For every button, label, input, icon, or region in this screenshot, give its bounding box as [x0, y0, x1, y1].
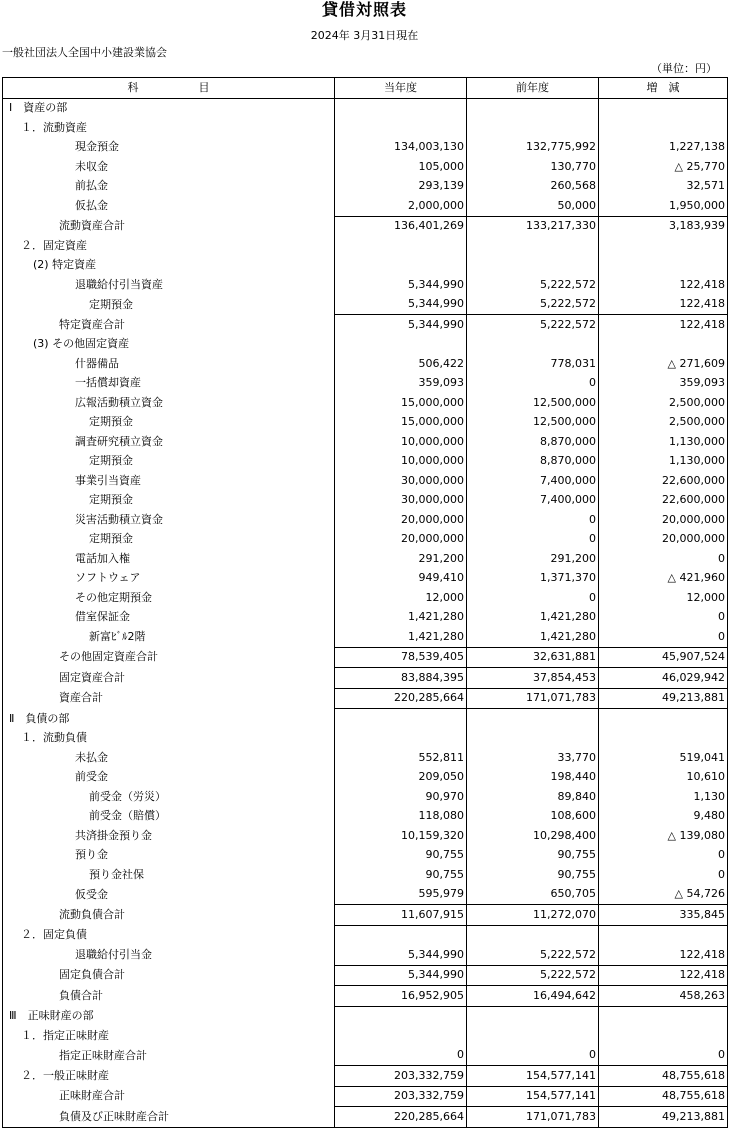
change-value	[599, 98, 728, 118]
current-year-value	[335, 335, 467, 355]
current-year-value	[335, 118, 467, 138]
header-change: 増 減	[599, 78, 728, 99]
change-value: 122,418	[599, 295, 728, 315]
row-label: 未払金	[3, 748, 335, 768]
previous-year-value: 260,568	[467, 177, 599, 197]
header-subject	[3, 78, 335, 99]
row-label: 共済掛金預り金	[3, 826, 335, 846]
row-label: 什器備品	[3, 354, 335, 374]
row-label: 未収金	[3, 157, 335, 177]
row-label: その他固定資産合計	[3, 647, 335, 668]
previous-year-value	[467, 709, 599, 729]
row-label: ソフトウェア	[3, 569, 335, 589]
balance-sheet-table	[2, 77, 728, 1128]
current-year-value	[335, 98, 467, 118]
row-label: 前受金（賠償）	[3, 807, 335, 827]
current-year-value: 83,884,395	[335, 668, 467, 689]
row-label: １．指定正味財産	[3, 1026, 335, 1046]
row-label: (2) 特定資産	[3, 256, 335, 276]
current-year-value: 11,607,915	[335, 905, 467, 926]
change-value: 48,755,618	[599, 1086, 728, 1107]
row-label: ２．固定資産	[3, 236, 335, 256]
previous-year-value: 8,870,000	[467, 452, 599, 472]
current-year-value	[335, 256, 467, 276]
row-label: 流動資産合計	[3, 216, 335, 236]
row-label: 負債及び正味財産合計	[3, 1107, 335, 1128]
previous-year-value	[467, 925, 599, 945]
change-value: 0	[599, 608, 728, 628]
row-label: 資産合計	[3, 688, 335, 709]
table-row	[3, 668, 728, 689]
current-year-value	[335, 709, 467, 729]
change-value: 122,418	[599, 945, 728, 965]
previous-year-value: 1,371,370	[467, 569, 599, 589]
change-value	[599, 335, 728, 355]
previous-year-value: 1,421,280	[467, 608, 599, 628]
change-value: △ 54,726	[599, 885, 728, 905]
table-row	[3, 452, 728, 472]
change-value: 519,041	[599, 748, 728, 768]
previous-year-value: 291,200	[467, 549, 599, 569]
change-value: 2,500,000	[599, 393, 728, 413]
change-value: 122,418	[599, 965, 728, 986]
table-row	[3, 826, 728, 846]
change-value: △ 139,080	[599, 826, 728, 846]
row-label: Ⅲ 正味財産の部	[3, 1006, 335, 1026]
previous-year-value	[467, 118, 599, 138]
previous-year-value	[467, 1026, 599, 1046]
change-value: 122,418	[599, 275, 728, 295]
current-year-value: 90,755	[335, 865, 467, 885]
table-row	[3, 768, 728, 788]
header-current-year: 当年度	[335, 78, 467, 99]
table-row	[3, 588, 728, 608]
table-header-row	[3, 78, 728, 99]
table-row	[3, 549, 728, 569]
current-year-value: 78,539,405	[335, 647, 467, 668]
row-label: 固定負債合計	[3, 965, 335, 986]
current-year-value: 595,979	[335, 885, 467, 905]
row-label: 指定正味財産合計	[3, 1046, 335, 1066]
current-year-value: 136,401,269	[335, 216, 467, 236]
previous-year-value: 8,870,000	[467, 432, 599, 452]
change-value: 0	[599, 846, 728, 866]
table-row	[3, 608, 728, 628]
change-value: 1,130,000	[599, 452, 728, 472]
change-value	[599, 256, 728, 276]
table-row	[3, 216, 728, 236]
table-row	[3, 118, 728, 138]
row-label: 流動負債合計	[3, 905, 335, 926]
change-value: △ 421,960	[599, 569, 728, 589]
previous-year-value: 5,222,572	[467, 315, 599, 335]
change-value: 0	[599, 627, 728, 647]
row-label: １．流動資産	[3, 118, 335, 138]
change-value	[599, 118, 728, 138]
current-year-value: 220,285,664	[335, 1107, 467, 1128]
current-year-value: 220,285,664	[335, 688, 467, 709]
previous-year-value	[467, 1006, 599, 1026]
current-year-value: 0	[335, 1046, 467, 1066]
current-year-value	[335, 1026, 467, 1046]
change-value: 49,213,881	[599, 1107, 728, 1128]
current-year-value: 552,811	[335, 748, 467, 768]
previous-year-value: 0	[467, 374, 599, 394]
current-year-value: 30,000,000	[335, 491, 467, 511]
change-value: 0	[599, 865, 728, 885]
table-row	[3, 491, 728, 511]
previous-year-value: 7,400,000	[467, 471, 599, 491]
table-row	[3, 986, 728, 1007]
current-year-value: 203,332,759	[335, 1066, 467, 1087]
table-row	[3, 925, 728, 945]
table-row	[3, 177, 728, 197]
table-row	[3, 787, 728, 807]
table-row	[3, 885, 728, 905]
change-value: 32,571	[599, 177, 728, 197]
row-label: 広報活動積立資金	[3, 393, 335, 413]
table-row	[3, 846, 728, 866]
previous-year-value: 1,421,280	[467, 627, 599, 647]
row-label: 調査研究積立資金	[3, 432, 335, 452]
current-year-value: 2,000,000	[335, 196, 467, 216]
change-value: 2,500,000	[599, 413, 728, 433]
previous-year-value	[467, 98, 599, 118]
row-label: 新富ﾋﾞﾙ2階	[3, 627, 335, 647]
change-value: 359,093	[599, 374, 728, 394]
previous-year-value: 90,755	[467, 865, 599, 885]
change-value: 22,600,000	[599, 471, 728, 491]
previous-year-value: 5,222,572	[467, 275, 599, 295]
current-year-value: 1,421,280	[335, 608, 467, 628]
row-label: 退職給付引当金	[3, 945, 335, 965]
current-year-value: 118,080	[335, 807, 467, 827]
table-row	[3, 965, 728, 986]
table-row	[3, 1066, 728, 1087]
previous-year-value: 5,222,572	[467, 295, 599, 315]
change-value: 1,130,000	[599, 432, 728, 452]
previous-year-value: 50,000	[467, 196, 599, 216]
current-year-value: 16,952,905	[335, 986, 467, 1007]
current-year-value: 209,050	[335, 768, 467, 788]
change-value	[599, 709, 728, 729]
change-value	[599, 236, 728, 256]
current-year-value: 293,139	[335, 177, 467, 197]
table-row	[3, 1086, 728, 1107]
current-year-value: 134,003,130	[335, 138, 467, 158]
row-label: 前払金	[3, 177, 335, 197]
previous-year-value: 7,400,000	[467, 491, 599, 511]
table-row	[3, 432, 728, 452]
row-label: 前受金（労災）	[3, 787, 335, 807]
previous-year-value: 154,577,141	[467, 1066, 599, 1087]
table-row	[3, 1046, 728, 1066]
table-row	[3, 471, 728, 491]
previous-year-value: 0	[467, 530, 599, 550]
row-label: 正味財産合計	[3, 1086, 335, 1107]
previous-year-value: 16,494,642	[467, 986, 599, 1007]
row-label: ２．一般正味財産	[3, 1066, 335, 1087]
previous-year-value: 5,222,572	[467, 945, 599, 965]
current-year-value: 949,410	[335, 569, 467, 589]
table-row	[3, 905, 728, 926]
row-label: 現金預金	[3, 138, 335, 158]
row-label: 退職給付引当資産	[3, 275, 335, 295]
table-row	[3, 138, 728, 158]
row-label: 定期預金	[3, 295, 335, 315]
current-year-value: 10,159,320	[335, 826, 467, 846]
table-row	[3, 647, 728, 668]
previous-year-value: 11,272,070	[467, 905, 599, 926]
previous-year-value: 171,071,783	[467, 1107, 599, 1128]
change-value: 20,000,000	[599, 530, 728, 550]
change-value: △ 25,770	[599, 157, 728, 177]
row-label: 負債合計	[3, 986, 335, 1007]
change-value: 45,907,524	[599, 647, 728, 668]
header-previous-year: 前年度	[467, 78, 599, 99]
current-year-value: 105,000	[335, 157, 467, 177]
previous-year-value: 90,755	[467, 846, 599, 866]
change-value: 335,845	[599, 905, 728, 926]
previous-year-value: 171,071,783	[467, 688, 599, 709]
previous-year-value: 10,298,400	[467, 826, 599, 846]
row-label: 預り金社保	[3, 865, 335, 885]
report-date: 2024年 3月31日現在	[310, 29, 419, 42]
previous-year-value: 89,840	[467, 787, 599, 807]
change-value	[599, 729, 728, 749]
change-value: △ 271,609	[599, 354, 728, 374]
change-value: 12,000	[599, 588, 728, 608]
row-label: 定期預金	[3, 491, 335, 511]
table-row	[3, 236, 728, 256]
header-subject-2: 目	[198, 80, 210, 94]
change-value	[599, 925, 728, 945]
row-label: 電話加入権	[3, 549, 335, 569]
previous-year-value	[467, 335, 599, 355]
previous-year-value	[467, 236, 599, 256]
current-year-value: 5,344,990	[335, 315, 467, 335]
current-year-value: 15,000,000	[335, 413, 467, 433]
previous-year-value: 12,500,000	[467, 393, 599, 413]
previous-year-value: 198,440	[467, 768, 599, 788]
previous-year-value: 0	[467, 1046, 599, 1066]
previous-year-value: 130,770	[467, 157, 599, 177]
change-value: 1,130	[599, 787, 728, 807]
table-row	[3, 748, 728, 768]
current-year-value: 10,000,000	[335, 432, 467, 452]
current-year-value: 5,344,990	[335, 945, 467, 965]
table-row	[3, 295, 728, 315]
table-row	[3, 569, 728, 589]
row-label: Ⅱ 負債の部	[3, 709, 335, 729]
change-value: 46,029,942	[599, 668, 728, 689]
row-label: 仮受金	[3, 885, 335, 905]
current-year-value: 30,000,000	[335, 471, 467, 491]
row-label: 預り金	[3, 846, 335, 866]
previous-year-value	[467, 729, 599, 749]
current-year-value: 20,000,000	[335, 510, 467, 530]
change-value: 3,183,939	[599, 216, 728, 236]
current-year-value: 20,000,000	[335, 530, 467, 550]
row-label: 一括償却資産	[3, 374, 335, 394]
current-year-value: 15,000,000	[335, 393, 467, 413]
current-year-value: 203,332,759	[335, 1086, 467, 1107]
table-row	[3, 256, 728, 276]
table-body	[3, 98, 728, 1127]
document-title: 貸借対照表	[321, 0, 407, 19]
previous-year-value: 778,031	[467, 354, 599, 374]
current-year-value: 291,200	[335, 549, 467, 569]
change-value	[599, 1026, 728, 1046]
row-label: 特定資産合計	[3, 315, 335, 335]
table-row	[3, 98, 728, 118]
previous-year-value: 132,775,992	[467, 138, 599, 158]
table-row	[3, 196, 728, 216]
row-label: 前受金	[3, 768, 335, 788]
previous-year-value: 650,705	[467, 885, 599, 905]
row-label: 借室保証金	[3, 608, 335, 628]
previous-year-value	[467, 256, 599, 276]
row-label: ２．固定負債	[3, 925, 335, 945]
table-row	[3, 627, 728, 647]
current-year-value	[335, 729, 467, 749]
table-row	[3, 157, 728, 177]
table-row	[3, 315, 728, 335]
row-label: 事業引当資産	[3, 471, 335, 491]
row-label: 定期預金	[3, 530, 335, 550]
table-row	[3, 374, 728, 394]
current-year-value: 90,755	[335, 846, 467, 866]
table-row	[3, 1107, 728, 1128]
unit-label: （単位：円）	[651, 62, 717, 75]
previous-year-value: 5,222,572	[467, 965, 599, 986]
table-row	[3, 335, 728, 355]
current-year-value: 506,422	[335, 354, 467, 374]
current-year-value: 5,344,990	[335, 965, 467, 986]
current-year-value	[335, 1006, 467, 1026]
table-row	[3, 275, 728, 295]
change-value: 20,000,000	[599, 510, 728, 530]
current-year-value: 359,093	[335, 374, 467, 394]
previous-year-value: 32,631,881	[467, 647, 599, 668]
table-row	[3, 945, 728, 965]
change-value: 1,227,138	[599, 138, 728, 158]
change-value	[599, 1006, 728, 1026]
table-row	[3, 709, 728, 729]
table-row	[3, 865, 728, 885]
current-year-value: 5,344,990	[335, 295, 467, 315]
previous-year-value: 0	[467, 588, 599, 608]
previous-year-value: 12,500,000	[467, 413, 599, 433]
row-label: 固定資産合計	[3, 668, 335, 689]
previous-year-value: 133,217,330	[467, 216, 599, 236]
table-row	[3, 510, 728, 530]
current-year-value: 90,970	[335, 787, 467, 807]
current-year-value: 12,000	[335, 588, 467, 608]
table-row	[3, 413, 728, 433]
table-row	[3, 393, 728, 413]
change-value: 0	[599, 549, 728, 569]
row-label: (3) その他固定資産	[3, 335, 335, 355]
table-row	[3, 729, 728, 749]
change-value: 49,213,881	[599, 688, 728, 709]
change-value: 22,600,000	[599, 491, 728, 511]
change-value: 122,418	[599, 315, 728, 335]
row-label: 災害活動積立資金	[3, 510, 335, 530]
table-row	[3, 1006, 728, 1026]
row-label: その他定期預金	[3, 588, 335, 608]
row-label: 定期預金	[3, 413, 335, 433]
change-value: 10,610	[599, 768, 728, 788]
change-value: 0	[599, 1046, 728, 1066]
header-subject-1: 科	[127, 80, 139, 94]
row-label: 定期預金	[3, 452, 335, 472]
table-row	[3, 1026, 728, 1046]
current-year-value	[335, 236, 467, 256]
organization-name: 一般社団法人全国中小建設業協会	[2, 46, 167, 59]
previous-year-value: 37,854,453	[467, 668, 599, 689]
row-label: １．流動負債	[3, 729, 335, 749]
previous-year-value: 33,770	[467, 748, 599, 768]
previous-year-value: 0	[467, 510, 599, 530]
previous-year-value: 154,577,141	[467, 1086, 599, 1107]
previous-year-value: 108,600	[467, 807, 599, 827]
change-value: 9,480	[599, 807, 728, 827]
current-year-value: 5,344,990	[335, 275, 467, 295]
row-label: Ⅰ 資産の部	[3, 98, 335, 118]
current-year-value: 10,000,000	[335, 452, 467, 472]
row-label: 仮払金	[3, 196, 335, 216]
table-row	[3, 354, 728, 374]
change-value: 1,950,000	[599, 196, 728, 216]
change-value: 458,263	[599, 986, 728, 1007]
table-row	[3, 807, 728, 827]
current-year-value	[335, 925, 467, 945]
table-row	[3, 530, 728, 550]
change-value: 48,755,618	[599, 1066, 728, 1087]
current-year-value: 1,421,280	[335, 627, 467, 647]
table-row	[3, 688, 728, 709]
